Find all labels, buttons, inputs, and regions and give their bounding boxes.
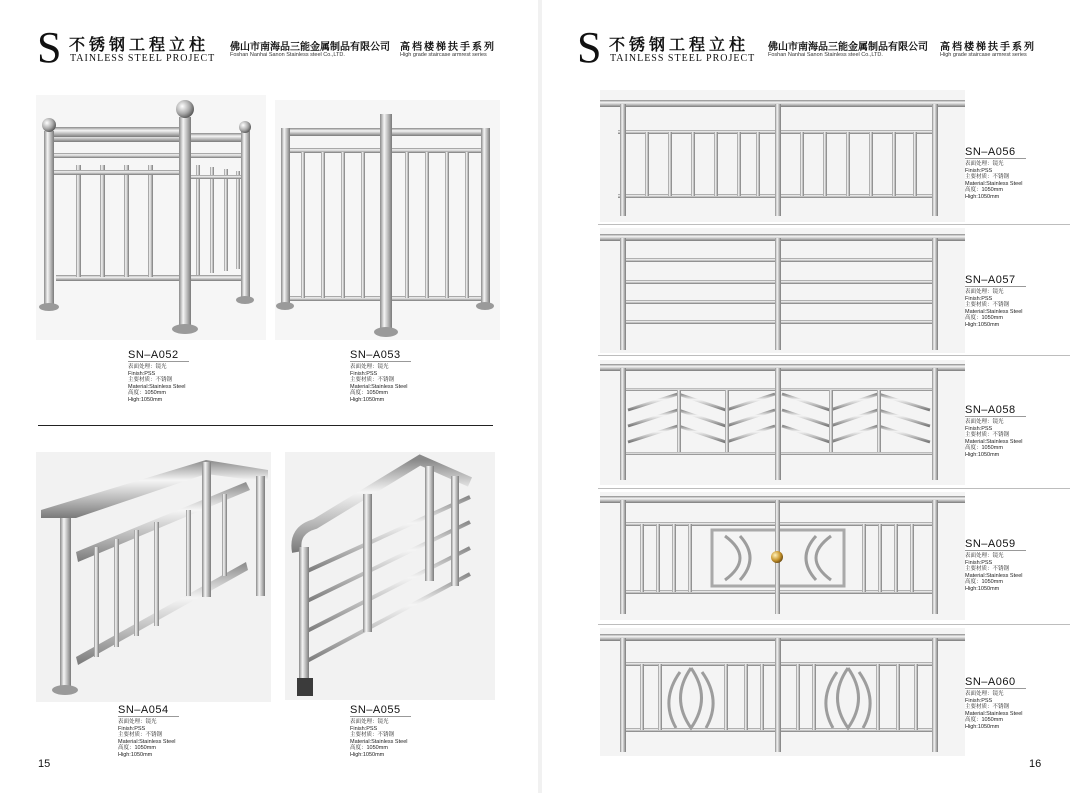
spec-line: Finish:PSS	[118, 725, 146, 732]
spec-line: Material:Stainless Steel	[965, 180, 1023, 187]
spec-block-a060	[965, 672, 1080, 731]
spec-line: High:1050mm	[965, 585, 1000, 592]
spec-line: 表面处理：镜光	[350, 364, 389, 370]
spec-line: 高度：1050mm	[965, 717, 1003, 724]
page-number: 16	[1029, 758, 1042, 770]
spec-line: 表面处理：镜光	[965, 419, 1004, 425]
spec-line: 高度：1050mm	[118, 745, 156, 752]
spec-line: 高度：1050mm	[965, 445, 1003, 452]
spec-line: Finish:PSS	[965, 167, 993, 174]
spec-line: High:1050mm	[965, 193, 1000, 200]
spec-line: 高度：1050mm	[350, 390, 388, 397]
product-code: SN–A059	[965, 538, 1026, 551]
spec-line: High:1050mm	[128, 396, 163, 403]
spec-line: 高度：1050mm	[965, 579, 1003, 586]
spec-line: 表面处理：镜光	[118, 719, 157, 725]
row-divider	[598, 224, 1070, 225]
spec-line: Material:Stainless Steel	[965, 308, 1023, 315]
spec-line: 主要材质：不锈钢	[965, 302, 1010, 309]
row-divider	[598, 488, 1070, 489]
product-code: SN–A055	[350, 704, 411, 717]
product-image-a058	[600, 360, 965, 485]
spec-block-a053	[350, 345, 470, 404]
brand-title-cn: 不锈钢工程立柱	[609, 37, 750, 54]
product-code: SN–A058	[965, 404, 1026, 417]
spec-line: 表面处理：镜光	[128, 364, 167, 370]
spec-line: Finish:PSS	[350, 370, 378, 377]
spec-line: 主要材质：不锈钢	[965, 174, 1010, 181]
left-page	[0, 0, 538, 793]
brand-title-cn: 不锈钢工程立柱	[69, 37, 210, 54]
spec-line: High:1050mm	[350, 396, 385, 403]
row-divider	[598, 355, 1070, 356]
spec-block-a057	[965, 270, 1080, 329]
spec-line: 主要材质：不锈钢	[965, 432, 1010, 439]
spec-line: 主要材质：不锈钢	[118, 732, 163, 739]
spec-line: 表面处理：镜光	[965, 691, 1004, 697]
spec-block-a056	[965, 142, 1080, 201]
spec-line: Material:Stainless Steel	[965, 438, 1023, 445]
spec-line: Material:Stainless Steel	[118, 738, 176, 745]
spec-line: Finish:PSS	[965, 425, 993, 432]
spec-line: Finish:PSS	[965, 559, 993, 566]
series-title-cn: 高档楼梯扶手系列	[400, 42, 496, 53]
spec-line: 主要材质：不锈钢	[350, 732, 395, 739]
spec-block-a054	[118, 700, 238, 759]
spec-line: High:1050mm	[965, 723, 1000, 730]
spec-line: 主要材质：不锈钢	[965, 566, 1010, 573]
product-code: SN–A052	[128, 349, 189, 362]
spec-line: Material:Stainless Steel	[350, 383, 408, 390]
section-divider	[38, 425, 493, 426]
spec-block-a055	[350, 700, 470, 759]
spec-line: 主要材质：不锈钢	[965, 704, 1010, 711]
product-code: SN–A056	[965, 146, 1026, 159]
product-image-a053	[275, 100, 500, 340]
spec-line: 高度：1050mm	[128, 390, 166, 397]
spec-line: Material:Stainless Steel	[128, 383, 186, 390]
logo-letter: S	[37, 23, 62, 72]
spec-block-a059	[965, 534, 1080, 593]
product-image-a059	[600, 492, 965, 620]
spec-line: Finish:PSS	[965, 295, 993, 302]
spec-line: 主要材质：不锈钢	[128, 377, 173, 384]
spec-line: 高度：1050mm	[350, 745, 388, 752]
spec-line: High:1050mm	[118, 751, 153, 758]
product-image-a055	[285, 452, 495, 700]
company-name-cn: 佛山市南海品三能金属制品有限公司	[768, 42, 928, 53]
spec-line: 主要材质：不锈钢	[350, 377, 395, 384]
left-header	[0, 23, 538, 72]
spec-block-a052	[128, 345, 248, 404]
series-title-en: High grade staircase armrest series	[400, 52, 487, 58]
spec-block-a058	[965, 400, 1080, 459]
spec-line: 高度：1050mm	[965, 187, 1003, 194]
spec-line: 表面处理：镜光	[350, 719, 389, 725]
spec-line: Material:Stainless Steel	[350, 738, 408, 745]
product-code: SN–A060	[965, 676, 1026, 689]
series-title-cn: 高档楼梯扶手系列	[940, 42, 1036, 53]
product-image-a052	[36, 95, 266, 340]
product-code: SN–A053	[350, 349, 411, 362]
spec-line: Material:Stainless Steel	[965, 572, 1023, 579]
spec-line: High:1050mm	[965, 321, 1000, 328]
company-name-cn: 佛山市南海品三能金属制品有限公司	[230, 42, 390, 53]
page-number: 15	[38, 758, 51, 770]
brand-title-en: TAINLESS STEEL PROJECT	[610, 53, 756, 64]
product-image-a057	[600, 228, 965, 353]
product-image-a060	[600, 628, 965, 756]
product-code: SN–A057	[965, 274, 1026, 287]
spec-line: Finish:PSS	[350, 725, 378, 732]
spec-line: Material:Stainless Steel	[965, 710, 1023, 717]
spec-line: Finish:PSS	[965, 697, 993, 704]
spec-line: Finish:PSS	[128, 370, 156, 377]
row-divider	[598, 624, 1070, 625]
product-code: SN–A054	[118, 704, 179, 717]
product-image-a056	[600, 90, 965, 222]
spec-line: High:1050mm	[350, 751, 385, 758]
logo-letter: S	[577, 23, 602, 72]
product-image-a054	[36, 452, 271, 702]
series-title-en: High grade staircase armrest series	[940, 52, 1027, 58]
spec-line: 高度：1050mm	[965, 315, 1003, 322]
spec-line: 表面处理：镜光	[965, 553, 1004, 559]
company-name-en: Foshan Nanhai Sanon Stainless steel Co.,LTD.	[768, 52, 883, 58]
brand-title-en: TAINLESS STEEL PROJECT	[70, 53, 216, 64]
spec-line: 表面处理：镜光	[965, 289, 1004, 295]
spec-line: High:1050mm	[965, 451, 1000, 458]
company-name-en: Foshan Nanhai Sanon Stainless steel Co.,LTD.	[230, 52, 345, 58]
spec-line: 表面处理：镜光	[965, 161, 1004, 167]
right-header	[542, 23, 1080, 72]
